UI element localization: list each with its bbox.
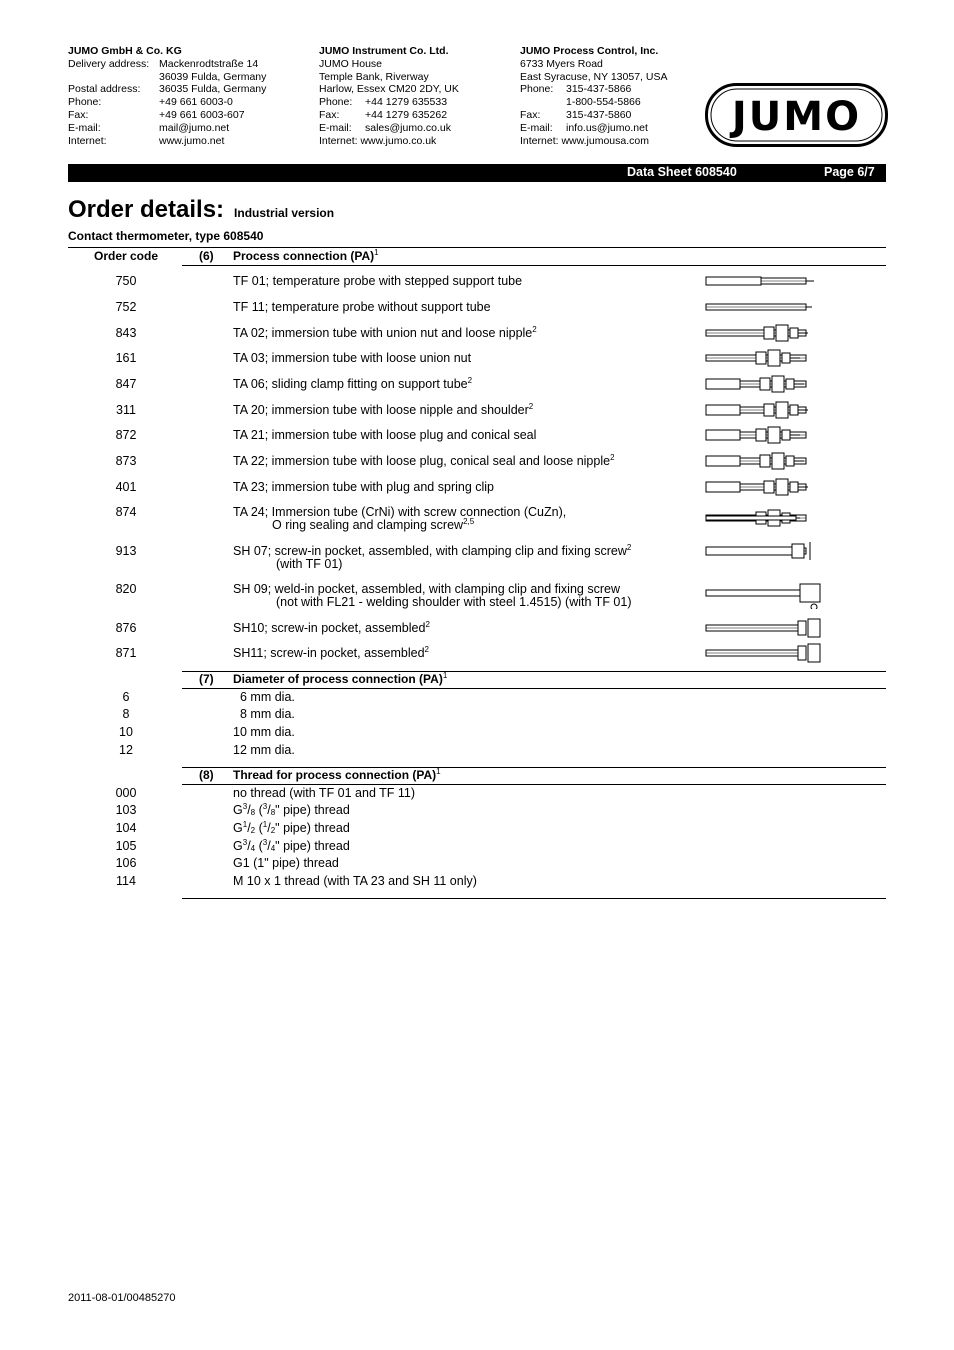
divider xyxy=(68,247,886,248)
address-row: E-mail: mail@jumo.net xyxy=(68,121,230,134)
option-text: 10 mm dia. xyxy=(233,725,295,739)
order-code: 10 xyxy=(119,725,133,739)
address-row: E-mail: info.us@jumo.net xyxy=(520,121,648,134)
ta23-fitting-icon xyxy=(700,477,830,508)
address-row: Fax: 315-437-5860 xyxy=(520,108,632,121)
option-text: $G^3/_4$ ($^3/_4$" pipe) thread xyxy=(233,838,350,853)
section-title: Diameter of process connection (PA)$^1$ xyxy=(233,671,448,686)
option-text: TF 01; temperature probe with stepped support tube xyxy=(233,274,523,288)
order-code: 104 xyxy=(115,821,137,835)
divider xyxy=(182,898,886,899)
divider xyxy=(182,688,886,689)
option-text: TA 02; immersion tube with union nut and loose nipple$^2$ xyxy=(233,325,537,340)
address-block-usa xyxy=(520,45,667,147)
address-block-uk xyxy=(319,45,459,147)
order-code-header: Order code xyxy=(93,249,159,263)
order-code: 873 xyxy=(115,454,137,468)
document-footer: 2011-08-01/00485270 xyxy=(68,1292,176,1304)
company-name: JUMO GmbH & Co. KG xyxy=(68,45,182,57)
company-name: JUMO Instrument Co. Ltd. xyxy=(319,45,449,57)
order-code: 311 xyxy=(116,403,136,417)
address-row: 36039 Fulda, Germany xyxy=(159,70,267,83)
order-code: 752 xyxy=(115,300,137,314)
order-code: 913 xyxy=(115,544,137,558)
page-title-sub: Industrial version xyxy=(234,206,335,220)
order-code: 871 xyxy=(115,646,137,660)
ta24-fitting-icon xyxy=(700,508,830,539)
divider xyxy=(182,265,886,266)
order-code: 6 xyxy=(122,690,130,704)
company-name: JUMO Process Control, Inc. xyxy=(520,45,659,57)
section-number: (8) xyxy=(199,768,214,782)
address-row: 6733 Myers Road xyxy=(520,57,603,70)
section-number: (6) xyxy=(199,249,214,263)
page-title: Order details: Industrial version xyxy=(68,196,335,223)
option-text: no thread (with TF 01 and TF 11) xyxy=(233,786,416,800)
address-row: 1-800-554-5866 xyxy=(566,96,641,109)
option-text: TA 06; sliding clamp fitting on support tube$^2$ xyxy=(233,376,473,391)
order-code: 103 xyxy=(115,803,137,817)
order-code: 105 xyxy=(115,839,137,853)
address-row: JUMO House xyxy=(319,57,383,70)
address-row: E-mail: sales@jumo.co.uk xyxy=(319,121,451,134)
address-row: Postal address: 36035 Fulda, Germany xyxy=(68,83,267,96)
option-text-continued: O ring sealing and clamping screw$^{2,5}$ xyxy=(272,517,475,532)
divider xyxy=(182,784,886,785)
address-row: Delivery address: Mackenrodtstraße 14 xyxy=(68,57,259,70)
address-row: Phone: +44 1279 635533 xyxy=(319,96,448,109)
sh11-pocket-icon xyxy=(700,643,830,674)
order-code: 401 xyxy=(115,480,137,494)
option-text-continued: (with TF 01) xyxy=(276,557,343,571)
product-subtitle: Contact thermometer, type 608540 xyxy=(68,229,264,243)
option-text: SH 07; screw-in pocket, assembled, with clamping clip and fixing screw$^2$ xyxy=(233,543,632,558)
option-text: TA 22; immersion tube with loose plug, conical seal and loose nipple$^2$ xyxy=(233,453,615,468)
order-code: 000 xyxy=(115,786,137,800)
option-text: SH11; screw-in pocket, assembled$^2$ xyxy=(233,645,429,660)
jumo-logo xyxy=(705,83,888,147)
address-row: Temple Bank, Riverway xyxy=(319,70,429,83)
address-row: Phone: +49 661 6003-0 xyxy=(68,96,233,109)
address-row: East Syracuse, NY 13057, USA xyxy=(520,70,668,83)
address-row: Internet: www.jumo.net xyxy=(68,134,225,147)
datasheet-bar xyxy=(68,164,886,182)
option-text: TF 11; temperature probe without support tube xyxy=(233,300,491,314)
address-row: Harlow, Essex CM20 2DY, UK xyxy=(319,83,459,96)
order-code: 106 xyxy=(115,856,137,870)
option-text: 8 mm dia. xyxy=(240,707,295,721)
sh09-pocket-icon xyxy=(700,583,830,614)
option-text-continued: (not with FL21 - welding shoulder with steel 1.4515) (with TF 01) xyxy=(276,595,632,609)
option-text: 12 mm dia. xyxy=(233,743,295,757)
option-text: SH 09; weld-in pocket, assembled, with clamping clip and fixing screw xyxy=(233,582,620,596)
order-code: 12 xyxy=(119,743,133,757)
page-number: Page 6/7 xyxy=(824,165,875,179)
option-text: TA 21; immersion tube with loose plug and conical seal xyxy=(233,428,537,442)
address-row: Phone: 315-437-5866 xyxy=(520,83,632,96)
sh07-pocket-icon xyxy=(700,541,830,572)
option-text: 6 mm dia. xyxy=(240,690,295,704)
order-code: 161 xyxy=(115,351,137,365)
option-text: $G^1/_2$ ($^1/_2$" pipe) thread xyxy=(233,820,350,835)
address-row: Internet: www.jumo.co.uk xyxy=(319,134,437,147)
option-text: TA 20; immersion tube with loose nipple and shoulder$^2$ xyxy=(233,402,534,417)
order-code: 874 xyxy=(115,505,137,519)
option-text: $G^3/_8$ ($^3/_8$" pipe) thread xyxy=(233,802,350,817)
order-code: 843 xyxy=(115,326,137,340)
order-code: 820 xyxy=(115,582,137,596)
address-block-germany xyxy=(68,45,266,147)
option-text: TA 03; immersion tube with loose union nut xyxy=(233,351,472,365)
logo-text: JUMO xyxy=(731,94,862,140)
section-title: Process connection (PA)$^1$ xyxy=(233,248,379,263)
order-code: 876 xyxy=(115,621,137,635)
section-title: Thread for process connection (PA)$^1$ xyxy=(233,767,441,782)
section-number: (7) xyxy=(199,672,214,686)
option-text: G1 (1" pipe) thread xyxy=(233,856,339,870)
order-code: 847 xyxy=(115,377,137,391)
order-code: 8 xyxy=(122,707,130,721)
order-code: 872 xyxy=(115,428,137,442)
datasheet-number: Data Sheet 608540 xyxy=(627,165,737,179)
address-row: Internet: www.jumousa.com xyxy=(520,134,649,147)
address-row: Fax: +44 1279 635262 xyxy=(319,108,448,121)
option-text: TA 24; Immersion tube (CrNi) with screw connection (CuZn), xyxy=(233,505,567,519)
order-code: 114 xyxy=(116,874,136,888)
order-code: 750 xyxy=(115,274,137,288)
option-text: M 10 x 1 thread (with TA 23 and SH 11 only) xyxy=(233,874,477,888)
option-text: SH10; screw-in pocket, assembled$^2$ xyxy=(233,620,430,635)
option-text: TA 23; immersion tube with plug and spring clip xyxy=(233,480,495,494)
address-row: Fax: +49 661 6003-607 xyxy=(68,108,245,121)
